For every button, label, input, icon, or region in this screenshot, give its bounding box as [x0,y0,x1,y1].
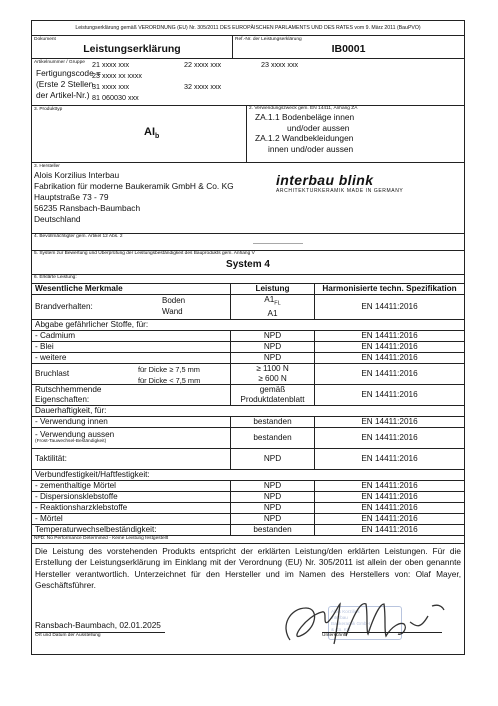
table-row: - Reaktionsharzklebstoffe NPD EN 14411:2016 [32,502,465,513]
signature-label: Unterschrift [322,632,442,639]
representative-label: 4. Bevollmächtigter gem. Artikel 12 Abs. 2 [34,234,123,239]
manufacturer-line: Hauptstraße 73 - 79 [34,192,109,202]
ref-label: Ref.-Nr. der Leistungserklärung [235,37,302,42]
article-label: Artikelnummer / Gruppe [34,60,85,65]
document-label: Dokument [34,37,56,42]
code-label: Fertigungscode = (Erste 2 Stellen der Artikel-Nr.) [36,68,101,100]
declaration-section [32,544,464,654]
logo-text: interbau blink [276,172,374,188]
manufacturer-line: 56235 Ransbach-Baumbach [34,203,141,213]
ref-number: IB0001 [331,43,366,55]
table-row: Brandverhalten: Boden Wand $A1_{FL}$ EN 14411:2016 [32,295,465,309]
company-logo [276,172,403,194]
table-row: Rutschhemmende gemäß EN 14411:2016 [32,384,465,395]
performance-table [31,283,465,536]
document-title: Leistungserklärung [83,43,181,55]
manufacturer-row [32,163,464,234]
declaration-text: Die Leistung des vorstehenden Produkts entspricht der erklärten Leistung/den erklärten Leistungen. Für die Erstellung der Leistungserklärung im Einklang mit der Verordnung (EU) Nr. 305/2011 ist allein der oben genannte Hersteller verantwortlich. Unterzeichnet für den Hersteller und im Namen des Herstellers von: Olaf Mayer, Geschäftsführer. [35,545,461,591]
document-row [32,36,464,59]
product-type-value: $AI_b$ [144,126,160,141]
representative-row [32,234,464,251]
header-specification: Harmonisierte techn. Spezifikation [315,284,465,295]
npd-note: NPD: No Performance Determined - Keine Leistung festgestellt [32,536,464,544]
table-row: - Mörtel NPD EN 14411:2016 [32,513,465,524]
purpose-label: 2. Verwendungszweck gem. EN 14411, Anhang ZA [249,106,358,111]
table-row: - Blei NPD EN 14411:2016 [32,341,465,352]
purpose-lines: ZA.1.1 Bodenbeläge innen und/oder aussen ZA.1.2 Wandbekleidungen innen und/oder aussen [255,112,355,154]
table-row: - weitere NPD EN 14411:2016 [32,352,465,363]
place-date: Ransbach-Baumbach, 02.01.2025 [35,619,161,630]
system-value: System 4 [226,259,270,270]
representative-value: ------------------------- [253,241,303,247]
header-line: Leistungserklärung gemäß VERORDNUNG (EU) Nr. 305/2011 DES EUROPÄISCHEN PARLAMENTS UND DES RATES vom 9. März 2011 (BauPVO) [32,21,464,36]
system-row [32,251,464,275]
logo-subtitle: ARCHITEKTURKERAMIK MADE IN GERMANY [276,188,404,194]
table-row: Eigenschaften: Produktdatenblatt [32,395,465,406]
table-row: Dauerhaftigkeit, für: [32,405,465,416]
table-row: - Verwendung innen bestanden EN 14411:2016 [32,416,465,427]
table-row: - Dispersionsklebstoffe NPD EN 14411:2016 [32,491,465,502]
table-header [32,284,465,295]
company-stamp: Alois Korzilius Interbau Baukeramik GmbH & Co. KG [328,606,402,640]
declaration-of-performance [31,20,465,655]
performance-label: 6. Erklärte Leistung: [32,275,464,284]
product-type-label: 3. Produkttyp [34,107,63,112]
table-row: Bruchlast für Dicke ≥ 7,5 mm für Dicke < 7,5 mm ≥ 1100 N EN 14411:2016 [32,363,465,374]
table-row: ≥ 600 N [32,374,465,385]
place-date-label: Ort und Datum der Ausstellung [35,632,165,639]
table-row: Abgabe gefährlicher Stoffe, für: [32,319,465,330]
manufacturer-line: Alois Korzilius Interbau [34,170,120,180]
article-row [32,59,464,106]
table-row: - Cadmium NPD EN 14411:2016 [32,330,465,341]
table-row: - zementhaltige Mörtel NPD EN 14411:2016 [32,480,465,491]
header-performance: Leistung [231,284,315,295]
table-row: Verbundfestigkeit/Haftfestigkeit: [32,469,465,480]
table-row: - Verwendung aussen (Frost-Tauwechsel-Beständigkeit) bestanden EN 14411:2016 [32,427,465,448]
system-label: 5. System zur Bewertung und Überprüfung der Leistungsbeständigkeit des Bauprodukts gem. Anhang V [34,251,255,256]
header-characteristic: Wesentliche Merkmale [32,284,231,295]
manufacturer-line: Deutschland [34,214,81,224]
table-row: A1 [32,309,465,320]
table-row: Taktilität: NPD EN 14411:2016 [32,448,465,469]
table-row: Temperaturwechselbeständigkeit: bestanden EN 14411:2016 [32,524,465,535]
manufacturer-label: 3. Hersteller [34,164,60,169]
product-row [32,106,464,163]
manufacturer-line: Fabrikation für moderne Baukeramik GmbH & Co. KG [34,181,234,191]
article-grid: 21 xxxx xxx 22 xxxx xxx 23 xxxx xxx 23 xxxx xx xxxx 31 xxxx xxx 32 xxxx xxx 81 060030 xxx [92,60,299,102]
